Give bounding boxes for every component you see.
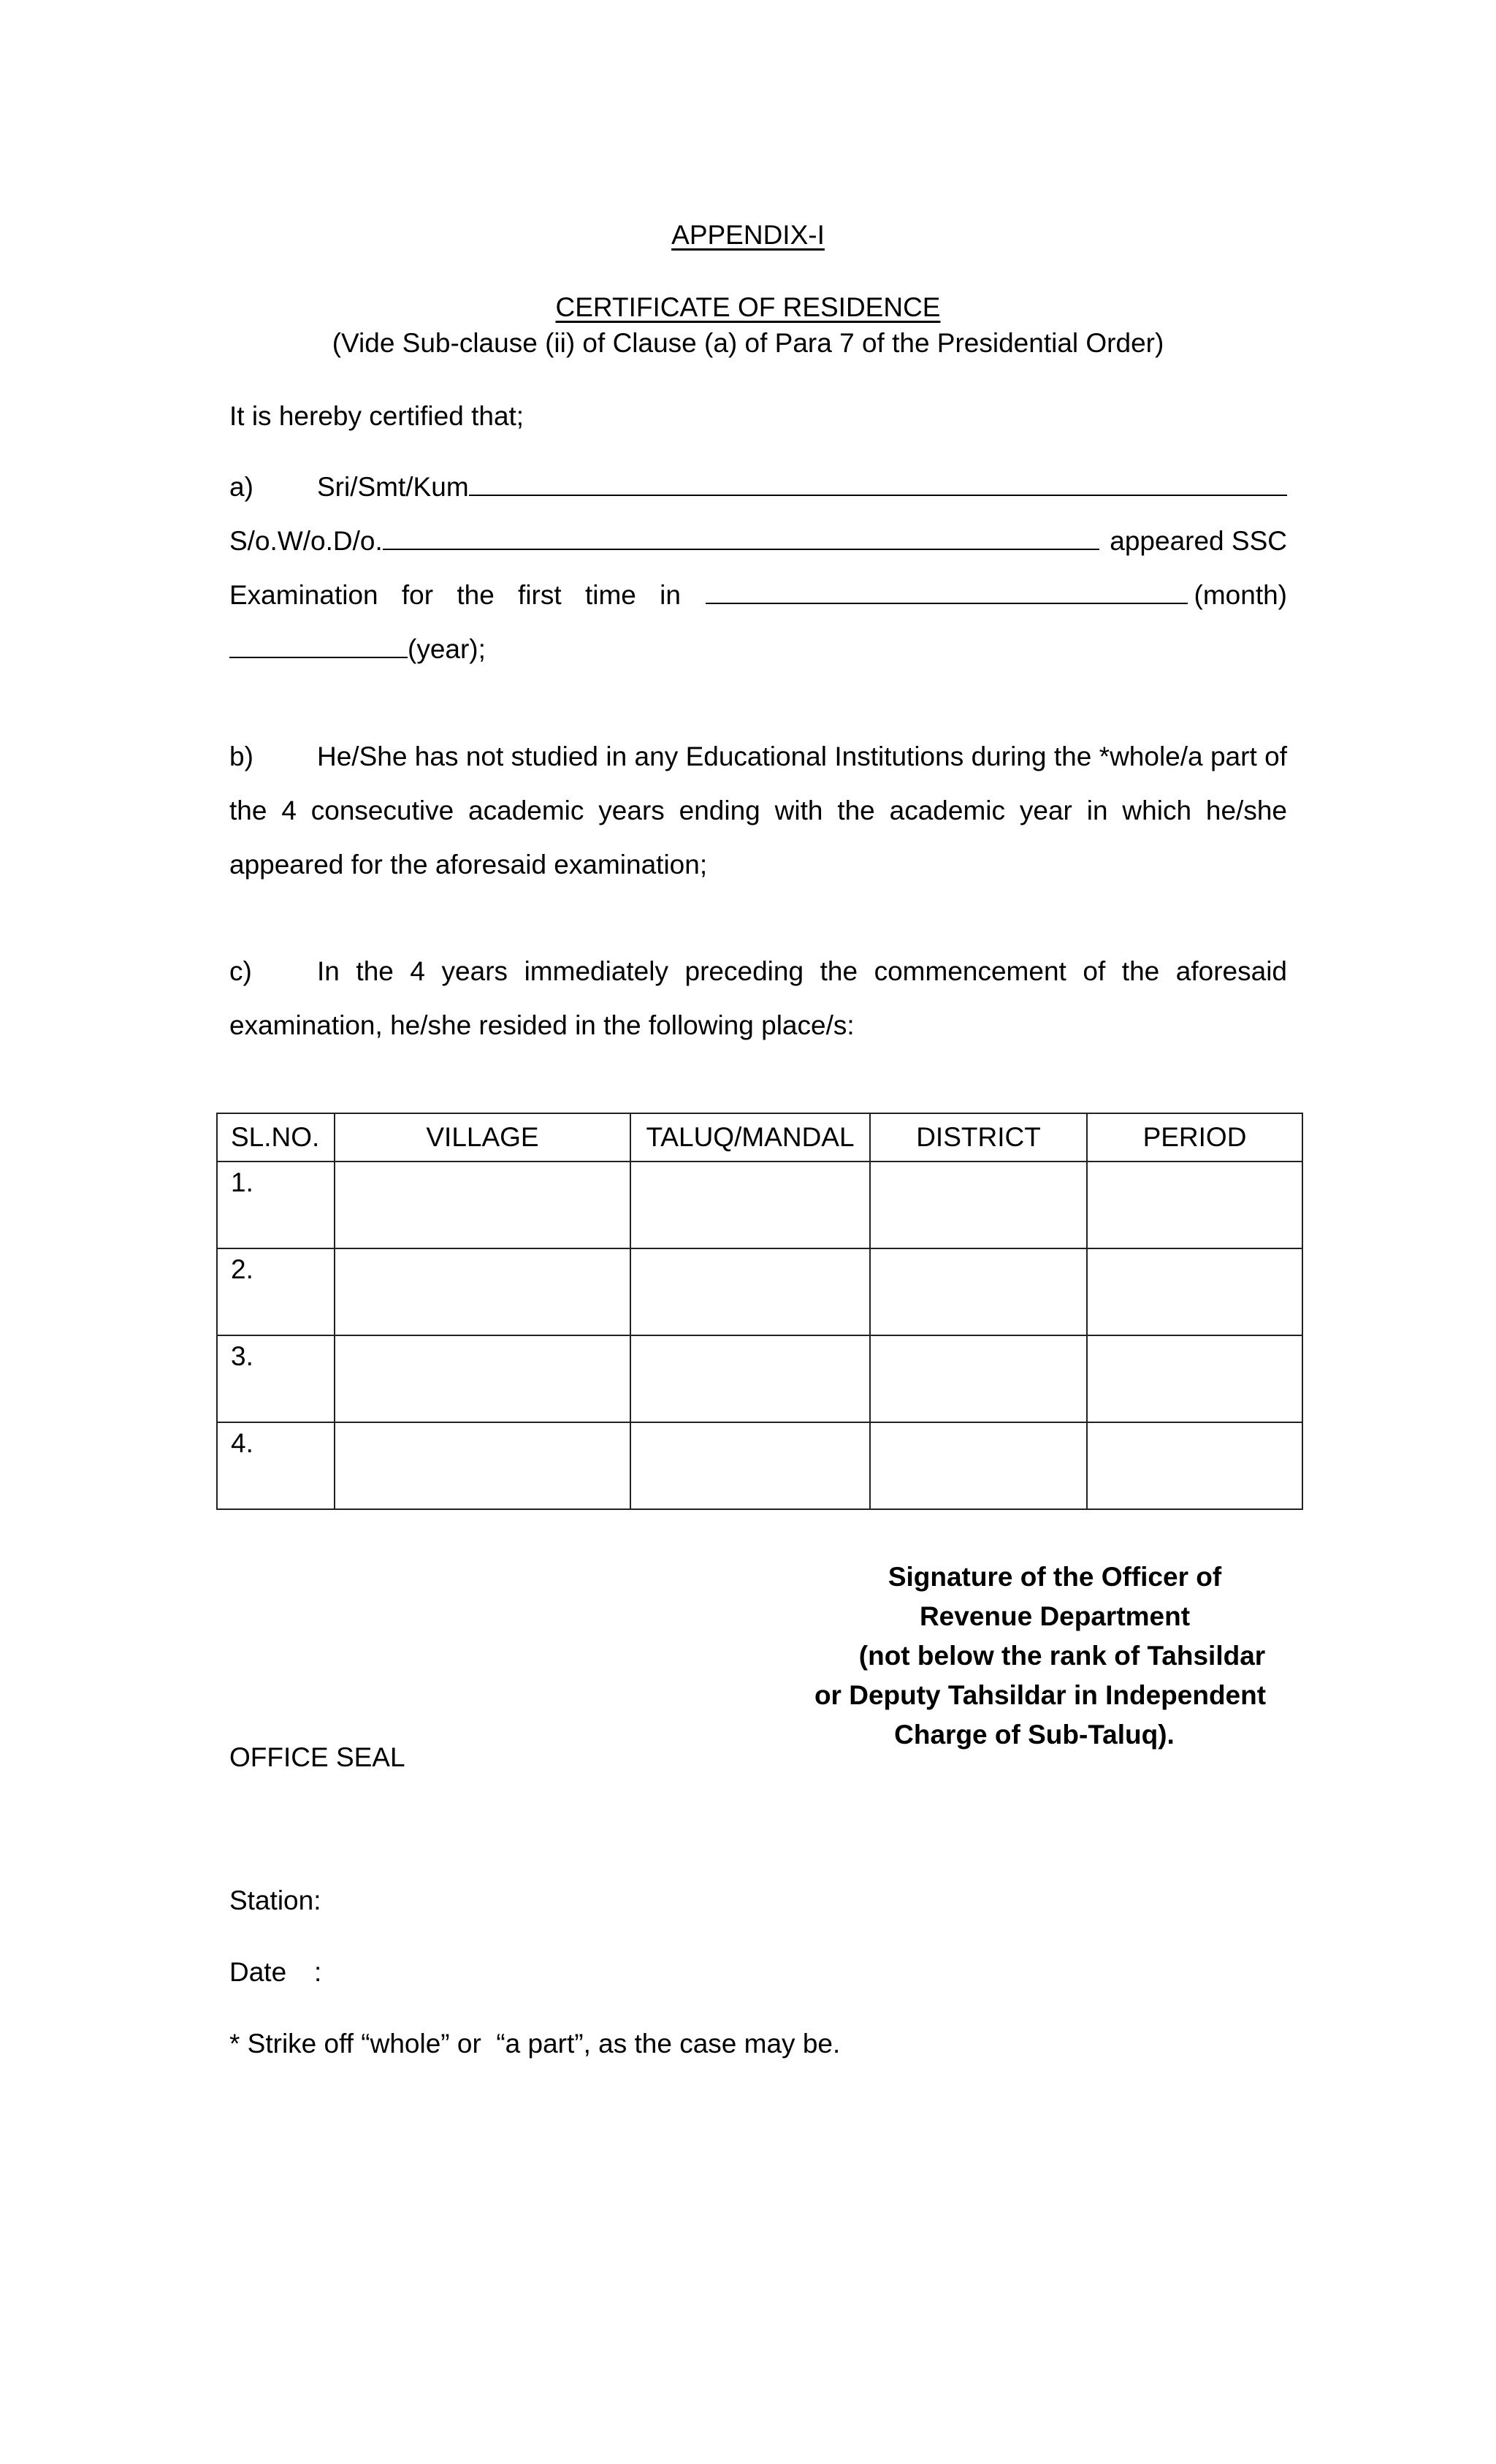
signature-block — [789, 1557, 1344, 1755]
year-field[interactable] — [229, 657, 408, 658]
appendix-heading: APPENDIX-I — [671, 220, 825, 250]
header-village: VILLAGE — [335, 1113, 630, 1162]
date-colon: : — [314, 1957, 322, 1987]
table-row — [217, 1422, 1302, 1509]
cell-taluq-mandal[interactable] — [630, 1422, 870, 1509]
clause-b-label: b) — [229, 741, 253, 771]
cell-district[interactable] — [870, 1422, 1087, 1509]
cell-village[interactable] — [335, 1422, 630, 1509]
header-district: DISTRICT — [870, 1113, 1087, 1162]
cell-period[interactable] — [1087, 1422, 1302, 1509]
clause-a-label: a) — [229, 472, 253, 502]
residence-table — [216, 1113, 1303, 1510]
office-seal-label: OFFICE SEAL — [229, 1742, 405, 1772]
parent-prefix: S/o.W/o.D/o. — [229, 526, 383, 556]
signature-line-4: or Deputy Tahsildar in Independent — [814, 1680, 1267, 1710]
cell-village[interactable] — [335, 1162, 630, 1248]
month-text: (month) — [1194, 580, 1287, 610]
year-text: (year); — [408, 634, 486, 664]
cell-period[interactable] — [1087, 1162, 1302, 1248]
name-prefix: Sri/Smt/Kum — [317, 472, 469, 502]
appeared-text: appeared SSC — [1110, 526, 1287, 556]
clause-c — [229, 945, 1287, 1053]
cell-taluq-mandal[interactable] — [630, 1248, 870, 1335]
cell-district[interactable] — [870, 1248, 1087, 1335]
clause-c-label: c) — [229, 956, 252, 986]
table-row — [217, 1162, 1302, 1248]
parent-name-field[interactable] — [383, 549, 1100, 550]
certificate-title: CERTIFICATE OF RESIDENCE — [555, 292, 941, 322]
table-header-row — [217, 1113, 1302, 1162]
certificate-subtitle: (Vide Sub-clause (ii) of Clause (a) of Para 7 of the Presidential Order) — [332, 328, 1164, 358]
clause-a-parent-row — [229, 525, 1287, 557]
cell-period[interactable] — [1087, 1335, 1302, 1422]
footnote: * Strike off “whole” or “a part”, as the case may be. — [229, 2029, 841, 2059]
cell-district[interactable] — [870, 1335, 1087, 1422]
cell-village[interactable] — [335, 1335, 630, 1422]
name-field[interactable] — [469, 495, 1287, 496]
exam-text: Examination for the first time in — [229, 580, 681, 610]
clause-a-exam-row — [229, 579, 1287, 611]
header-taluq-mandal: TALUQ/MANDAL — [630, 1113, 870, 1162]
cell-sl-no: 1. — [217, 1162, 335, 1248]
clause-a-year-row — [229, 633, 1287, 665]
intro-text: It is hereby certified that; — [229, 401, 524, 431]
clause-b — [229, 730, 1287, 892]
date-label: Date — [229, 1957, 287, 1987]
clause-c-text: In the 4 years immediately preceding the commencement of the aforesaid examination, he/she resided in the following place/s: — [229, 956, 1287, 1040]
header-period: PERIOD — [1087, 1113, 1302, 1162]
cell-period[interactable] — [1087, 1248, 1302, 1335]
month-field[interactable] — [706, 603, 1188, 604]
cell-sl-no: 2. — [217, 1248, 335, 1335]
cell-district[interactable] — [870, 1162, 1087, 1248]
cell-sl-no: 3. — [217, 1335, 335, 1422]
station-label: Station: — [229, 1885, 321, 1915]
clause-a-name-row — [229, 471, 1287, 503]
cell-sl-no: 4. — [217, 1422, 335, 1509]
table-row — [217, 1335, 1302, 1422]
cell-taluq-mandal[interactable] — [630, 1335, 870, 1422]
clause-b-text: He/She has not studied in any Educational Institutions during the *whole/a part of the 4 consecutive academic years ending with the academic year in which he/she appeared for the aforesaid examination; — [229, 741, 1287, 880]
signature-line-5: Charge of Sub-Taluq). — [894, 1720, 1175, 1750]
cell-taluq-mandal[interactable] — [630, 1162, 870, 1248]
signature-line-2: Revenue Department — [919, 1601, 1191, 1631]
cell-village[interactable] — [335, 1248, 630, 1335]
header-sl-no: SL.NO. — [217, 1113, 335, 1162]
signature-line-1: Signature of the Officer of — [888, 1562, 1222, 1592]
signature-line-3: (not below the rank of Tahsildar — [858, 1641, 1266, 1671]
table-row — [217, 1248, 1302, 1335]
